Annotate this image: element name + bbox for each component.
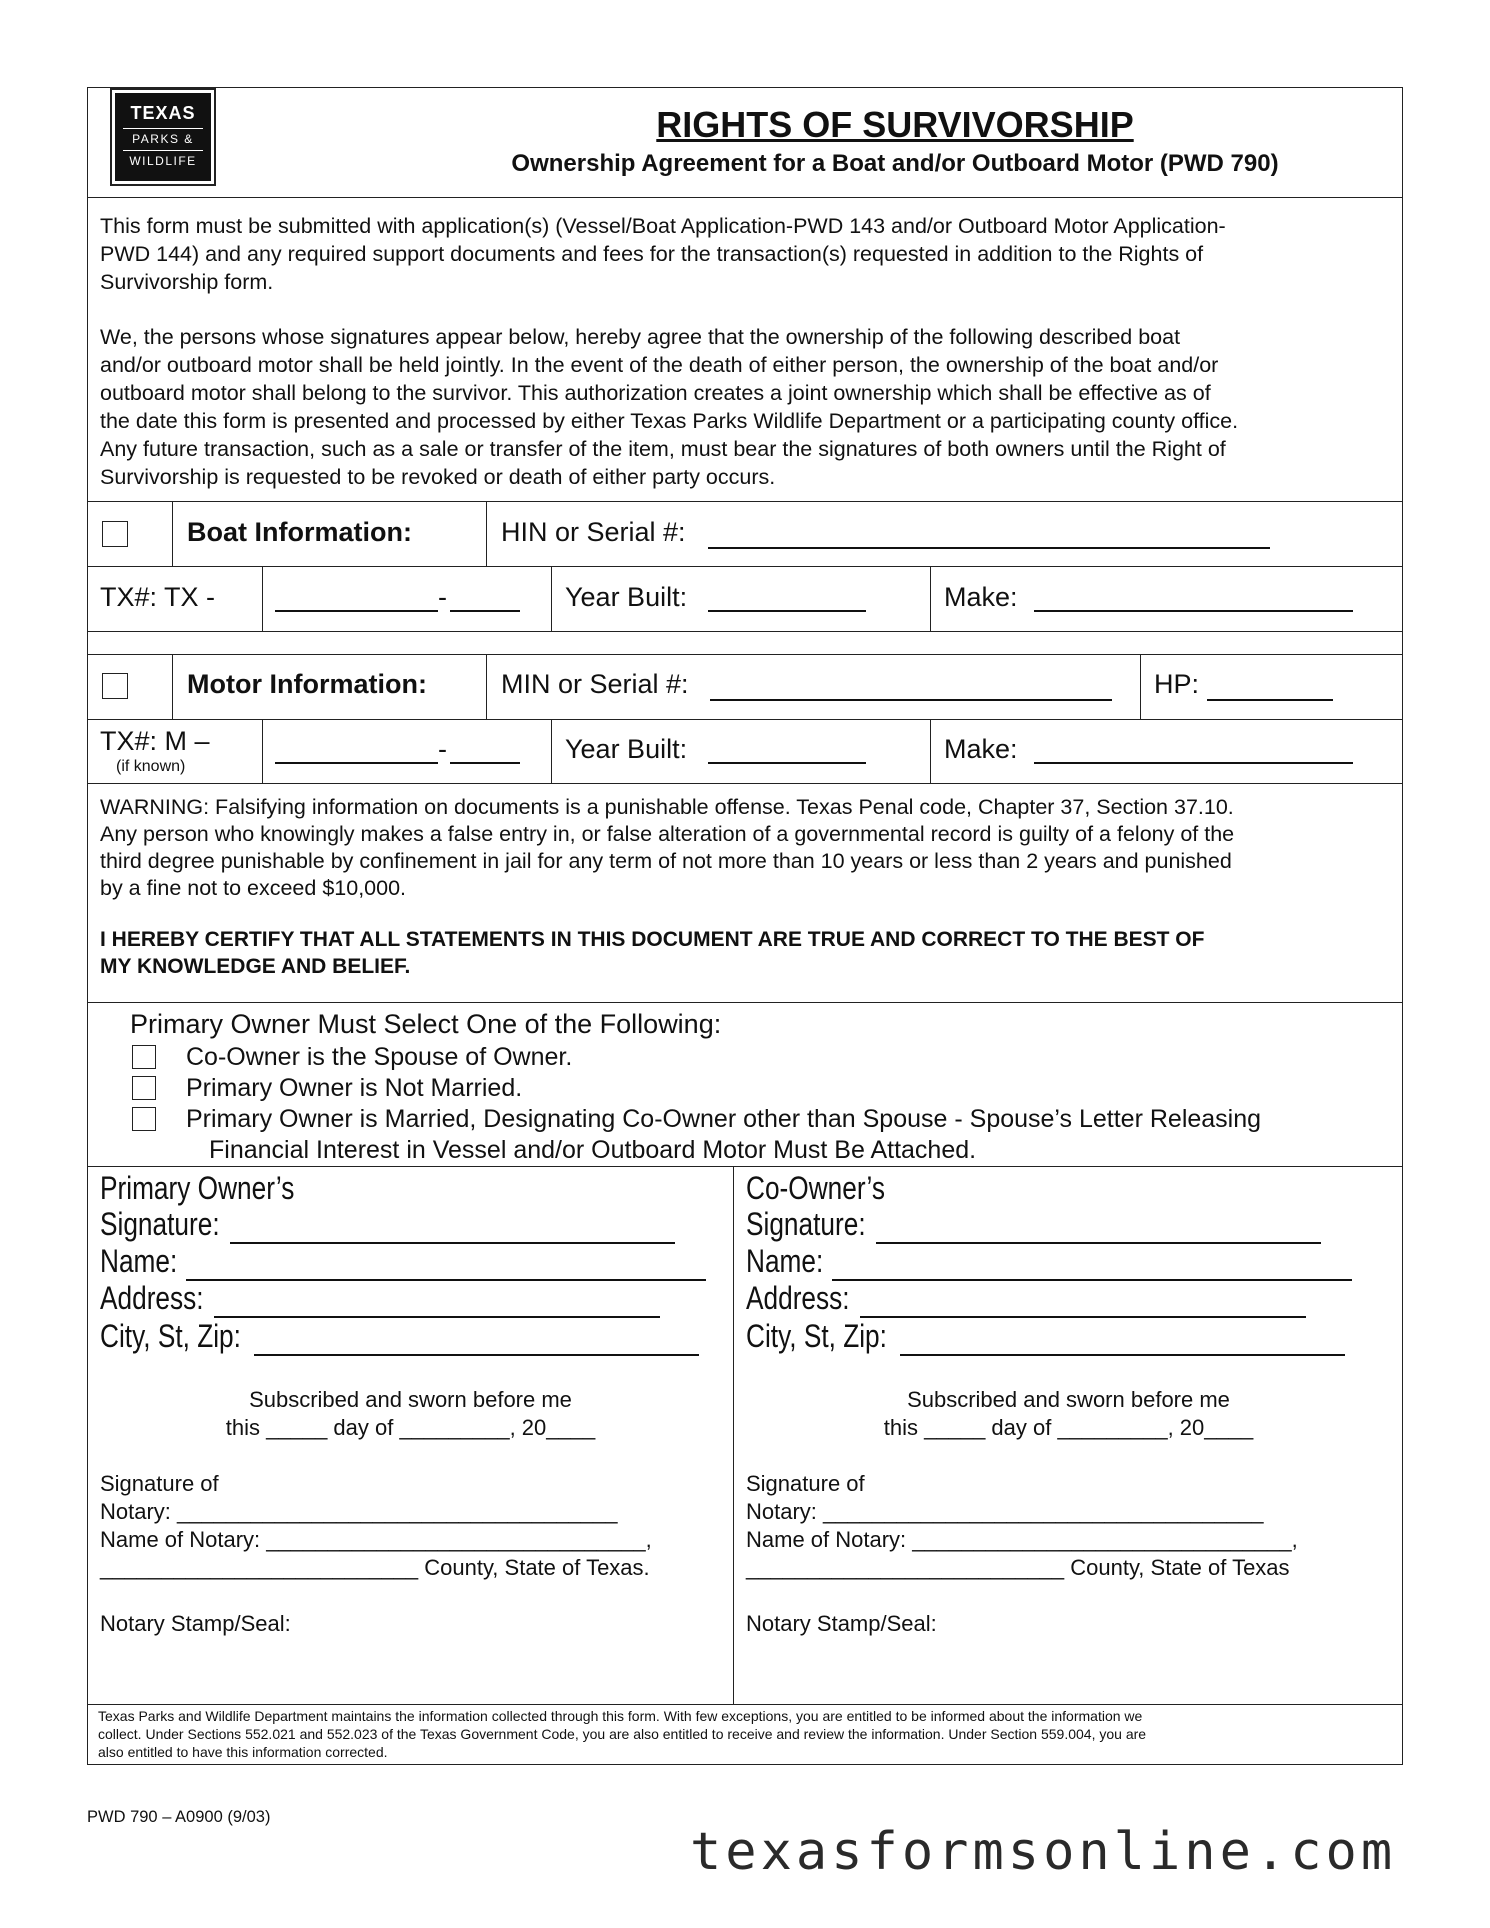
intro-line: Any future transaction, such as a sale or transfer of the item, must bear the signatures of both owners until the Right of: [100, 437, 1226, 461]
certify-line: I HEREBY CERTIFY THAT ALL STATEMENTS IN THIS DOCUMENT ARE TRUE AND CORRECT TO THE BEST OF: [100, 928, 1205, 951]
warning-line: WARNING: Falsifying information on documents is a punishable offense. Texas Penal code, Chapter 37, Section 37.10.: [100, 795, 1234, 819]
notary-name-field[interactable]: Name of Notary: _______________________________,: [100, 1527, 652, 1552]
spouse-option-label: Co-Owner is the Spouse of Owner.: [186, 1043, 573, 1071]
logo-text-3: WILDLIFE: [123, 150, 203, 168]
coowner-sworn-text: [733, 1386, 1404, 1442]
intro-line: We, the persons whose signatures appear below, hereby agree that the ownership of the following described boat: [100, 325, 1181, 349]
hin-serial-field[interactable]: [708, 523, 1270, 549]
notary-county-field[interactable]: __________________________ County, State of Texas: [746, 1555, 1290, 1580]
intro-paragraph-1: [100, 212, 1390, 296]
primary-address-label: Address:: [100, 1280, 204, 1316]
privacy-line: also entitled to have this information corrected.: [98, 1744, 388, 1760]
boat-checkbox[interactable]: [102, 521, 128, 547]
boat-year-label: Year Built:: [565, 582, 688, 612]
coowner-address-field[interactable]: [860, 1286, 1306, 1318]
married-other-option-label-2: Financial Interest in Vessel and/or Outboard Motor Must Be Attached.: [209, 1136, 977, 1164]
watermark: texasformsonline.com: [690, 1822, 1397, 1882]
intro-line: Survivorship is requested to be revoked or death of either party occurs.: [100, 465, 776, 489]
notary-signature-field[interactable]: Notary: ____________________________________: [100, 1499, 618, 1524]
notary-county-field[interactable]: __________________________ County, State of Texas.: [100, 1555, 650, 1580]
motor-tx-label: TX#: M –: [100, 726, 210, 756]
married-other-checkbox[interactable]: [132, 1107, 156, 1131]
min-serial-label: MIN or Serial #:: [501, 669, 689, 699]
form-title: RIGHTS OF SURVIVORSHIP: [656, 104, 1134, 145]
coowner-city-label: City, St, Zip:: [746, 1318, 887, 1354]
coowner-notary-stamp-label: Notary Stamp/Seal:: [746, 1611, 937, 1636]
certify-line: MY KNOWLEDGE AND BELIEF.: [100, 955, 411, 978]
motor-checkbox[interactable]: [102, 673, 128, 699]
boat-info-label: Boat Information:: [187, 517, 412, 547]
intro-line: This form must be submitted with application(s) (Vessel/Boat Application-PWD 143 and/or Outboard Motor Application-: [100, 214, 1226, 238]
warning-line: Any person who knowingly makes a false entry in, or false alteration of a governmental record is guilty of a felony of the: [100, 822, 1235, 846]
primary-city-label: City, St, Zip:: [100, 1318, 241, 1354]
coowner-signature-label: Signature:: [746, 1206, 866, 1242]
min-serial-field[interactable]: [710, 675, 1112, 701]
hin-serial-label: HIN or Serial #:: [501, 517, 686, 547]
boat-make-label: Make:: [944, 582, 1018, 612]
sworn-line: Subscribed and sworn before me: [907, 1387, 1230, 1412]
coowner-signature-field[interactable]: [876, 1212, 1321, 1244]
motor-tx-number-field[interactable]: [275, 738, 438, 764]
sworn-line: this _____ day of _________, 20____: [225, 1415, 596, 1440]
notary-name-field[interactable]: Name of Notary: _______________________________,: [746, 1527, 1298, 1552]
primary-notary-block: [100, 1470, 652, 1582]
sworn-line: this _____ day of _________, 20____: [883, 1415, 1254, 1440]
warning-line: by a fine not to exceed $10,000.: [100, 876, 407, 900]
primary-name-label: Name:: [100, 1243, 178, 1279]
intro-paragraph-2: [100, 323, 1390, 491]
married-other-option-label: Primary Owner is Married, Designating Co-Owner other than Spouse - Spouse’s Letter Releasing: [186, 1105, 1262, 1133]
boat-tx-number-field[interactable]: [275, 586, 438, 612]
boat-tx-suffix-field[interactable]: [450, 586, 520, 612]
primary-sworn-text: [88, 1386, 733, 1442]
intro-line: Survivorship form.: [100, 270, 274, 294]
sworn-line: Subscribed and sworn before me: [249, 1387, 572, 1412]
hp-label: HP:: [1154, 669, 1200, 699]
motor-make-label: Make:: [944, 734, 1018, 764]
form-frame: [87, 87, 1403, 1765]
intro-line: outboard motor shall belong to the survivor. This authorization creates a joint ownership which shall be effective as of: [100, 381, 1211, 405]
motor-tx-dash: -: [438, 734, 447, 764]
owner-selection-heading: Primary Owner Must Select One of the Following:: [130, 1009, 722, 1039]
primary-signature-field[interactable]: [230, 1212, 675, 1244]
motor-year-label: Year Built:: [565, 734, 688, 764]
primary-city-field[interactable]: [254, 1324, 699, 1356]
privacy-line: Texas Parks and Wildlife Department maintains the information collected through this form. With few exceptions, you are entitled to be informed about the information we: [98, 1708, 1143, 1724]
boat-year-field[interactable]: [708, 586, 866, 612]
motor-year-field[interactable]: [708, 738, 866, 764]
intro-line: PWD 144) and any required support documents and fees for the transaction(s) requested in addition to the Rights of: [100, 242, 1204, 266]
primary-signature-label: Signature:: [100, 1206, 220, 1242]
warning-text: [100, 794, 1390, 902]
coowner-name-field[interactable]: [832, 1249, 1352, 1281]
warning-line: third degree punishable by confinement in jail for any term of not more than 10 years or less than 2 years and punished: [100, 849, 1232, 873]
coowner-city-field[interactable]: [900, 1324, 1345, 1356]
form-subtitle: Ownership Agreement for a Boat and/or Outboard Motor (PWD 790): [511, 150, 1279, 177]
notary-signature-field[interactable]: Notary: ____________________________________: [746, 1499, 1264, 1524]
logo-text-2: PARKS &: [123, 128, 203, 146]
intro-line: the date this form is presented and processed by either Texas Parks Wildlife Department or a participating county office.: [100, 409, 1239, 433]
primary-address-field[interactable]: [214, 1286, 660, 1318]
hp-field[interactable]: [1207, 675, 1333, 701]
boat-make-field[interactable]: [1034, 586, 1353, 612]
form-id: PWD 790 – A0900 (9/03): [87, 1808, 271, 1826]
primary-owner-heading: Primary Owner’s: [100, 1170, 295, 1206]
notary-signature-label: Signature of: [746, 1471, 865, 1496]
motor-tx-suffix-field[interactable]: [450, 738, 520, 764]
motor-tx-note: (if known): [116, 758, 186, 775]
primary-notary-stamp-label: Notary Stamp/Seal:: [100, 1611, 291, 1636]
coowner-notary-block: [746, 1470, 1298, 1582]
privacy-notice: [98, 1707, 1392, 1761]
boat-tx-dash: -: [438, 582, 447, 612]
motor-make-field[interactable]: [1034, 738, 1353, 764]
motor-info-label: Motor Information:: [187, 669, 427, 699]
privacy-line: collect. Under Sections 552.021 and 552.023 of the Texas Government Code, you are also entitled to receive and review the information. Under Section 559.004, you are: [98, 1726, 1147, 1742]
certification-statement: [100, 926, 1390, 980]
coowner-name-label: Name:: [746, 1243, 824, 1279]
not-married-checkbox[interactable]: [132, 1076, 156, 1100]
boat-tx-label: TX#: TX -: [100, 582, 216, 612]
not-married-option-label: Primary Owner is Not Married.: [186, 1074, 523, 1102]
notary-signature-label: Signature of: [100, 1471, 219, 1496]
logo-text-1: TEXAS: [130, 103, 196, 123]
primary-name-field[interactable]: [186, 1249, 706, 1281]
coowner-address-label: Address:: [746, 1280, 850, 1316]
spouse-checkbox[interactable]: [132, 1045, 156, 1069]
coowner-heading: Co-Owner’s: [746, 1170, 886, 1206]
intro-line: and/or outboard motor shall be held jointly. In the event of the death of either person, the ownership of the boat and/or: [100, 353, 1219, 377]
